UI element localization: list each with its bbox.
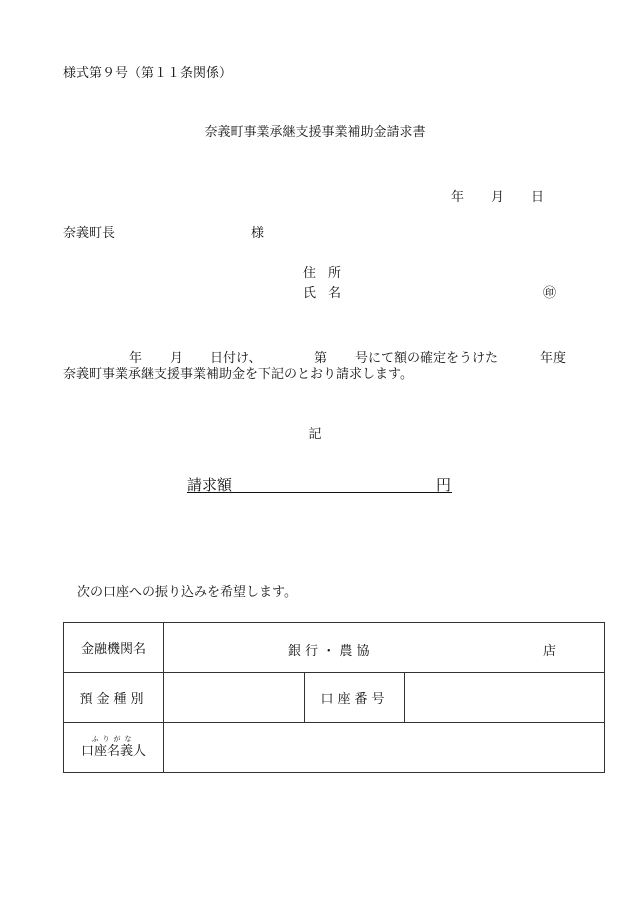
body-dai: 第 xyxy=(314,351,328,366)
date-day-label: 日 xyxy=(531,190,545,205)
seal-mark: ㊞ xyxy=(543,286,557,301)
account-number-field[interactable] xyxy=(405,673,605,723)
branch-suffix: 店 xyxy=(543,644,557,659)
transfer-note: 次の口座への振り込みを希望します。 xyxy=(77,585,297,600)
document-title: 奈義町事業承継支援事業補助金請求書 xyxy=(204,125,426,140)
account-holder-field[interactable] xyxy=(164,723,605,773)
institution-types: 銀 行 ・ 農 協 xyxy=(288,644,370,659)
body-confirmed: 号にて額の確定をうけた xyxy=(355,351,499,366)
institution-field[interactable] xyxy=(164,623,605,673)
deposit-type-field[interactable] xyxy=(164,673,305,723)
table-row xyxy=(64,623,605,673)
body-month: 月 xyxy=(170,351,184,366)
addressee-honorific: 様 xyxy=(251,226,265,241)
furigana-label: ふりがな xyxy=(91,735,136,743)
account-holder-label-cell xyxy=(64,723,164,773)
addressee-name: 奈義町長 xyxy=(63,226,116,241)
deposit-type-label: 預金種別 xyxy=(64,673,164,723)
account-number-label: 口座番号 xyxy=(305,673,405,723)
holder-label: 口座名義人 xyxy=(80,744,146,759)
date-month-label: 月 xyxy=(491,190,505,205)
body-fiscal-year: 年度 xyxy=(540,351,567,366)
address-label: 住所 xyxy=(303,266,354,281)
amount-label: 請求額 xyxy=(187,476,233,494)
account-holder-label xyxy=(81,736,146,758)
body-year: 年 xyxy=(129,351,143,366)
table-row xyxy=(64,723,605,773)
name-label: 氏名 xyxy=(303,286,354,301)
bank-account-table xyxy=(63,622,605,773)
body-line-2: 奈義町事業承継支援事業補助金を下記のとおり請求します。 xyxy=(63,367,413,382)
date-year-label: 年 xyxy=(451,190,465,205)
amount-unit: 円 xyxy=(436,476,452,494)
form-number: 様式第９号（第１１条関係） xyxy=(63,66,233,81)
amount-underline xyxy=(187,492,452,493)
ki-label: 記 xyxy=(308,427,322,442)
table-row xyxy=(64,673,605,723)
institution-label: 金融機関名 xyxy=(64,623,164,673)
body-dated: 日付け、 xyxy=(210,351,262,366)
